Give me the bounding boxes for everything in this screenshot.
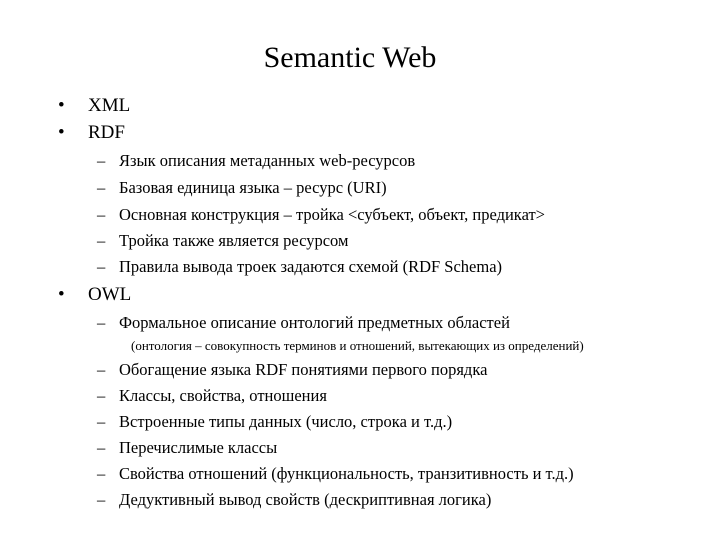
dash-icon: – <box>97 178 106 197</box>
bullet-icon: • <box>58 95 65 116</box>
bullet-label: XML <box>88 95 131 116</box>
dash-icon: – <box>97 464 106 483</box>
owl-subitem <box>97 489 491 511</box>
subitem-text: Дедуктивный вывод свойств (дескриптивная логика) <box>119 490 492 509</box>
rdf-subitem <box>97 204 545 226</box>
slide-title: Semantic Web <box>263 41 437 74</box>
subitem-text: Тройка также является ресурсом <box>119 231 349 250</box>
owl-subitem <box>97 411 452 433</box>
dash-icon: – <box>97 438 106 457</box>
subitem-text: Язык описания метаданных web-ресурсов <box>119 151 416 170</box>
owl-subitem <box>97 463 574 485</box>
subitem-text: Классы, свойства, отношения <box>119 386 327 405</box>
subitem-text: Основная конструкция – тройка <субъект, объект, предикат> <box>119 205 545 224</box>
subitem-text: Формальное описание онтологий предметных областей <box>119 313 510 332</box>
rdf-subitem <box>97 177 387 199</box>
bullet-item-xml <box>58 94 130 118</box>
dash-icon: – <box>97 490 106 509</box>
bullet-item-owl <box>58 283 131 307</box>
bullet-label: RDF <box>88 122 125 143</box>
dash-icon: – <box>97 205 106 224</box>
bullet-label: OWL <box>88 284 132 305</box>
subitem-text: Обогащение языка RDF понятиями первого порядка <box>119 360 488 379</box>
bullet-icon: • <box>58 122 65 143</box>
dash-icon: – <box>97 151 106 170</box>
dash-icon: – <box>97 257 106 276</box>
subitem-text: Базовая единица языка – ресурс (URI) <box>119 178 387 197</box>
dash-icon: – <box>97 231 106 250</box>
subitem-text: Правила вывода троек задаются схемой (RDF Schema) <box>119 257 503 276</box>
rdf-subitem <box>97 230 348 252</box>
subitem-text: Встроенные типы данных (число, строка и т.д.) <box>119 412 453 431</box>
dash-icon: – <box>97 313 106 332</box>
rdf-subitem <box>97 150 415 172</box>
rdf-subitem <box>97 256 502 278</box>
owl-subitem <box>97 312 510 334</box>
subitem-text: Перечислимые классы <box>119 438 278 457</box>
subitem-text: Свойства отношений (функциональность, транзитивность и т.д.) <box>119 464 574 483</box>
dash-icon: – <box>97 386 106 405</box>
bullet-icon: • <box>58 284 65 305</box>
owl-subitem <box>97 385 327 407</box>
owl-definition-note: (онтология – совокупность терминов и отношений, вытекающих из определений) <box>131 338 584 353</box>
owl-subitem <box>97 359 487 381</box>
bullet-item-rdf <box>58 121 125 145</box>
dash-icon: – <box>97 360 106 379</box>
owl-subitem <box>97 437 277 459</box>
dash-icon: – <box>97 412 106 431</box>
